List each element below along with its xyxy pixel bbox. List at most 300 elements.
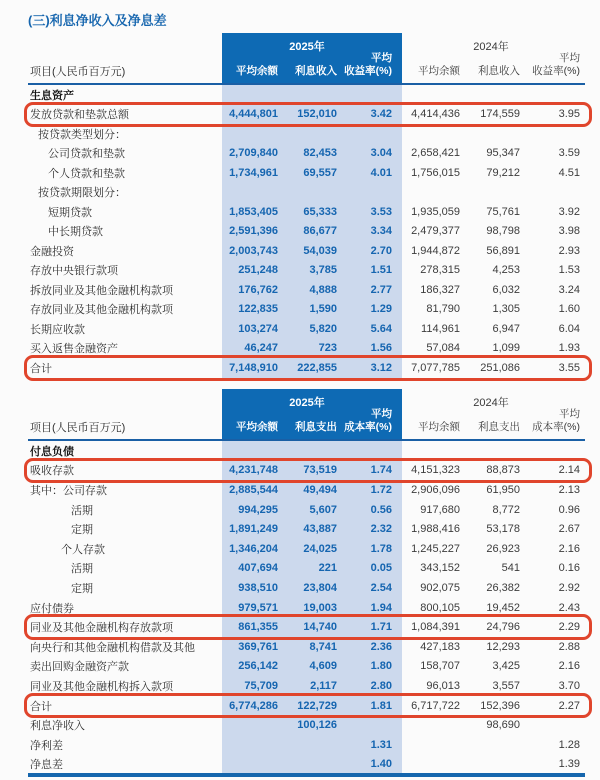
row-label: 卖出回购金融资产款 [30,661,129,674]
table-row [28,519,585,539]
row-2025-band [222,539,402,559]
row-2024-group [402,144,585,164]
table-row [28,735,585,755]
cell-2025-amount: 3,785 [309,264,337,277]
table2-body [28,441,585,774]
row-2024-group [402,559,585,579]
cell-2024-balance: 1,944,872 [411,244,460,257]
col-header-2025-balance: 平均余额 [236,65,278,78]
row-label: 净息差 [30,759,63,772]
row-label: 活期 [71,563,93,576]
cell-2025-amount: 19,003 [303,601,337,614]
row-2025-band [222,500,402,520]
table-row [28,280,585,300]
col-header-2025-income: 利息收入 [295,65,337,78]
row-label: 同业及其他金融机构拆入款项 [30,680,173,693]
cell-2025-rate: 1.56 [370,342,392,355]
row-2024-group [402,85,585,105]
row-2025-band [222,183,402,203]
cell-2024-amount: 26,382 [486,581,520,594]
cell-2024-rate: 3.70 [558,679,580,692]
cell-2025-rate: 4.01 [370,166,392,179]
cell-2025-amount: 100,126 [297,719,337,732]
table-row [28,617,585,637]
cell-2024-balance: 2,906,096 [411,483,460,496]
cell-2024-balance: 1,245,227 [411,542,460,555]
row-label: 合计 [30,700,52,713]
cell-2024-balance: 2,658,421 [411,147,460,160]
row-2025-band [222,441,402,461]
cell-2024-rate: 2.16 [558,542,580,555]
cell-2025-rate: 2.36 [370,640,392,653]
cell-2024-amount: 3,425 [492,660,520,673]
cell-2024-amount: 1,305 [492,303,520,316]
table-row [28,755,585,775]
cell-2024-rate: 2.92 [558,581,580,594]
row-2025-band [222,300,402,320]
cell-2024-amount: 4,253 [492,264,520,277]
cell-2025-rate: 1.78 [370,542,392,555]
table-row [28,441,585,461]
table1-body [28,85,585,378]
page-title: (三)利息净收入及净息差 [28,13,167,28]
col-header-2025-balance: 平均余额 [236,421,278,434]
cell-2025-balance: 6,774,286 [229,699,278,712]
row-2024-group [402,696,585,716]
table-row [28,183,585,203]
cell-2024-rate: 1.39 [558,758,580,771]
row-2025-band [222,480,402,500]
row-2025-band [222,105,402,125]
cell-2024-balance: 186,327 [420,283,460,296]
cell-2024-rate: 0.16 [558,562,580,575]
cell-2024-rate: 2.13 [558,483,580,496]
row-2025-band [222,261,402,281]
cell-2025-balance: 938,510 [238,581,278,594]
table-row [28,163,585,183]
cell-2025-balance: 7,148,910 [229,361,278,374]
row-label: 个人贷款和垫款 [48,167,125,180]
cell-2025-amount: 8,741 [309,640,337,653]
row-2024-group [402,735,585,755]
row-label: 长期应收款 [30,323,85,336]
row-label: 生息资产 [30,89,74,102]
cell-2024-balance: 2,479,377 [411,225,460,238]
cell-2024-balance: 114,961 [421,322,460,335]
cell-2025-balance: 2,003,743 [229,244,278,257]
table-row [28,637,585,657]
row-2024-group [402,319,585,339]
items-column-header: 项目(人民币百万元) [30,66,126,78]
row-label: 向央行和其他金融机构借款及其他 [30,641,195,654]
cell-2024-balance: 7,077,785 [411,361,460,374]
row-label: 利息净收入 [30,720,85,733]
cell-2025-rate: 2.70 [370,244,392,257]
cell-2024-balance: 800,105 [420,601,460,614]
row-2024-group [402,261,585,281]
table-row [28,222,585,242]
cell-2024-balance: 917,680 [420,503,460,516]
row-2024-group [402,657,585,677]
row-2025-band [222,676,402,696]
table-row [28,500,585,520]
cell-2024-rate: 2.43 [558,601,580,614]
table-row [28,578,585,598]
cell-2025-amount: 86,677 [303,225,337,238]
cell-2025-balance: 103,274 [238,322,278,335]
table-row [28,85,585,105]
year-2025-header-block [222,33,402,83]
cell-2025-amount: 4,888 [309,283,337,296]
cell-2024-amount: 98,690 [486,719,520,732]
cell-2024-rate: 1.93 [558,342,580,355]
items-column-header: 项目(人民币百万元) [30,422,126,434]
table-row [28,202,585,222]
row-2025-band [222,222,402,242]
cell-2025-rate: 1.31 [370,738,392,751]
cell-2025-amount: 49,494 [303,483,337,496]
row-label: 存放中央银行款项 [30,265,118,278]
cell-2025-rate: 3.34 [370,225,392,238]
row-2024-group [402,617,585,637]
row-2024-group [402,358,585,378]
cell-2024-balance: 902,075 [420,581,460,594]
row-2024-group [402,163,585,183]
cell-2024-amount: 79,212 [486,166,520,179]
cell-2024-balance: 1,935,059 [411,205,460,218]
cell-2025-balance: 122,835 [238,303,278,316]
cell-2025-rate: 0.05 [370,562,392,575]
row-2025-band [222,657,402,677]
row-2025-band [222,358,402,378]
cell-2025-balance: 1,853,405 [229,205,278,218]
cell-2025-balance: 4,444,801 [229,108,278,121]
cell-2024-rate: 6.04 [558,322,580,335]
row-label: 定期 [71,582,93,595]
row-2025-band [222,280,402,300]
row-label: 个人存款 [61,543,105,556]
col-header-2024-balance: 平均余额 [418,65,460,78]
row-2025-band [222,339,402,359]
table-row [28,657,585,677]
cell-2024-balance: 6,717,722 [411,699,460,712]
cell-2024-balance: 1,988,416 [411,523,460,536]
row-2025-band [222,519,402,539]
cell-2025-amount: 82,453 [303,147,337,160]
row-label: 拆放同业及其他金融机构款项 [30,284,173,297]
row-2024-group [402,241,585,261]
cell-2024-rate: 1.53 [558,264,580,277]
cell-2024-amount: 98,798 [486,225,520,238]
cell-2025-rate: 3.42 [370,108,392,121]
cell-2024-rate: 2.29 [558,621,580,634]
cell-2025-rate: 0.56 [370,503,392,516]
cell-2024-balance: 343,152 [420,562,460,575]
cell-2025-rate: 1.74 [370,464,392,477]
row-label: 定期 [71,524,93,537]
cell-2025-rate: 1.29 [370,303,392,316]
row-2024-group [402,637,585,657]
row-label: 活期 [71,504,93,517]
cell-2024-rate: 3.98 [558,225,580,238]
row-2024-group [402,202,585,222]
year-2025-label: 2025年 [289,41,325,53]
table-row [28,559,585,579]
cell-2024-amount: 6,032 [492,283,520,296]
cell-2024-balance: 278,315 [420,264,460,277]
cell-2024-amount: 541 [501,562,520,575]
cell-2025-amount: 23,804 [303,581,337,594]
row-2024-group [402,578,585,598]
col-header-2024-income: 利息收入 [478,65,520,78]
cell-2025-balance: 861,355 [238,621,278,634]
table-row [28,300,585,320]
cell-2024-amount: 95,347 [486,147,520,160]
col-header-2025-rate: 平均 成本率(%) [344,407,392,434]
row-2025-band [222,559,402,579]
cell-2024-amount: 88,873 [486,464,520,477]
table-row [28,696,585,716]
row-label: 应付债券 [30,602,74,615]
col-header-2025-rate: 平均 收益率(%) [344,51,392,78]
cell-2024-rate: 2.27 [558,699,580,712]
table-row [28,480,585,500]
cell-2024-rate: 2.16 [558,660,580,673]
row-label: 同业及其他金融机构存放款项 [30,622,173,635]
row-2024-group [402,755,585,775]
row-2024-group [402,480,585,500]
cell-2025-rate: 1.51 [370,264,392,277]
cell-2024-rate: 3.95 [558,108,580,121]
cell-2024-balance: 4,151,323 [411,464,460,477]
row-2024-group [402,124,585,144]
cell-2024-rate: 2.88 [558,640,580,653]
row-2025-band [222,735,402,755]
bottom-rule [28,773,585,777]
row-2024-group [402,461,585,481]
cell-2025-balance: 1,734,961 [229,166,278,179]
cell-2025-balance: 2,591,396 [229,225,278,238]
cell-2025-balance: 994,295 [238,503,278,516]
row-label: 其中：公司存款 [30,484,107,497]
table-row [28,241,585,261]
cell-2024-rate: 0.96 [558,503,580,516]
row-label: 金融投资 [30,245,74,258]
table-row [28,105,585,125]
row-2024-group [402,676,585,696]
table2-header [28,389,585,441]
cell-2024-balance: 81,790 [426,303,460,316]
table-row [28,676,585,696]
cell-2025-balance: 75,709 [244,679,278,692]
row-label: 合计 [30,362,52,375]
cell-2025-amount: 122,729 [297,699,337,712]
col-header-2024-rate: 平均 成本率(%) [532,407,580,434]
col-header-2024-balance: 平均余额 [418,421,460,434]
col-header-2024-expense: 利息支出 [478,421,520,434]
year-2024-label: 2024年 [473,397,509,409]
row-2025-band [222,578,402,598]
cell-2025-amount: 54,039 [303,244,337,257]
cell-2025-amount: 2,117 [310,679,337,692]
cell-2025-amount: 4,609 [309,660,337,673]
cell-2024-amount: 174,559 [480,108,520,121]
table-row [28,339,585,359]
table-row [28,124,585,144]
cell-2024-rate: 2.93 [558,244,580,257]
row-2025-band [222,202,402,222]
cell-2025-amount: 723 [318,342,337,355]
row-2024-group [402,339,585,359]
row-2024-group [402,222,585,242]
row-2024-group [402,105,585,125]
cell-2024-amount: 24,796 [486,621,520,634]
cell-2025-balance: 369,761 [238,640,278,653]
cell-2025-amount: 14,740 [303,621,337,634]
cell-2024-amount: 152,396 [480,699,520,712]
table1-header [28,33,585,85]
year-2025-label: 2025年 [289,397,325,409]
cell-2025-balance: 1,346,204 [229,542,278,555]
row-2024-group [402,539,585,559]
row-2025-band [222,241,402,261]
cell-2025-amount: 69,557 [303,166,337,179]
table-row [28,319,585,339]
table-row [28,715,585,735]
cell-2024-rate: 2.14 [558,464,580,477]
cell-2025-rate: 1.71 [370,621,392,634]
col-header-2025-expense: 利息支出 [295,421,337,434]
year-2024-label: 2024年 [473,41,509,53]
row-label: 买入返售金融资产 [30,343,118,356]
cell-2025-amount: 24,025 [303,542,337,555]
cell-2024-rate: 1.60 [558,303,580,316]
cell-2025-rate: 3.12 [370,361,392,374]
cell-2024-rate: 2.67 [558,523,580,536]
row-2025-band [222,163,402,183]
cell-2025-balance: 46,247 [244,342,278,355]
cell-2024-rate: 3.55 [558,361,580,374]
cell-2025-rate: 1.94 [370,601,392,614]
cell-2024-balance: 158,707 [420,660,460,673]
row-2025-band [222,696,402,716]
table-row [28,598,585,618]
cell-2025-rate: 1.72 [370,483,392,496]
row-2024-group [402,598,585,618]
cell-2025-amount: 5,820 [309,322,337,335]
cell-2024-amount: 1,099 [492,342,520,355]
cell-2025-balance: 1,891,249 [229,523,278,536]
cell-2025-balance: 407,694 [238,562,278,575]
table-row [28,461,585,481]
cell-2025-rate: 5.64 [370,322,392,335]
cell-2024-rate: 4.51 [558,166,580,179]
table-row [28,144,585,164]
cell-2024-amount: 12,293 [486,640,520,653]
cell-2025-rate: 3.53 [370,205,392,218]
cell-2024-amount: 6,947 [492,322,520,335]
cell-2024-rate: 1.28 [558,738,580,751]
cell-2025-balance: 2,885,544 [229,483,278,496]
row-2025-band [222,715,402,735]
cell-2025-balance: 256,142 [238,660,278,673]
cell-2025-balance: 979,571 [238,601,278,614]
year-2025-header-block [222,389,402,439]
cell-2025-amount: 73,519 [303,464,337,477]
cell-2024-balance: 427,183 [420,640,460,653]
cell-2025-amount: 43,887 [303,523,337,536]
table-row [28,261,585,281]
cell-2025-balance: 251,248 [238,264,278,277]
row-2025-band [222,598,402,618]
cell-2024-amount: 8,772 [492,503,520,516]
cell-2024-rate: 3.59 [558,147,580,160]
cell-2024-balance: 4,414,436 [411,108,460,121]
row-label: 存放同业及其他金融机构款项 [30,304,173,317]
cell-2024-amount: 56,891 [486,244,520,257]
cell-2025-rate: 3.04 [370,147,392,160]
cell-2025-rate: 1.80 [370,660,392,673]
cell-2025-rate: 1.81 [370,699,392,712]
cell-2024-amount: 53,178 [486,523,520,536]
row-label: 吸收存款 [30,465,74,478]
row-2024-group [402,183,585,203]
cell-2025-amount: 222,855 [297,361,337,374]
row-label: 按贷款类型划分： [38,128,126,141]
cell-2024-amount: 61,950 [486,483,520,496]
cell-2025-amount: 5,607 [309,503,337,516]
cell-2025-amount: 221 [318,562,337,575]
row-2025-band [222,461,402,481]
cell-2025-balance: 2,709,840 [229,147,278,160]
cell-2024-amount: 251,086 [480,361,520,374]
row-2024-group [402,500,585,520]
col-header-2024-rate: 平均 收益率(%) [532,51,580,78]
cell-2024-rate: 3.92 [558,205,580,218]
row-2025-band [222,85,402,105]
row-label: 净利差 [30,739,63,752]
cell-2025-amount: 1,590 [309,303,337,316]
row-2024-group [402,519,585,539]
row-2024-group [402,280,585,300]
cell-2025-amount: 152,010 [297,108,337,121]
cell-2024-amount: 3,557 [492,679,520,692]
row-2025-band [222,637,402,657]
cell-2024-amount: 75,761 [486,205,520,218]
row-label: 公司贷款和垫款 [48,148,125,161]
cell-2024-balance: 96,013 [426,679,460,692]
cell-2025-balance: 4,231,748 [229,464,278,477]
row-label: 中长期贷款 [48,226,103,239]
row-2025-band [222,617,402,637]
row-2025-band [222,755,402,775]
cell-2025-balance: 176,762 [238,283,278,296]
cell-2025-rate: 2.80 [370,679,392,692]
cell-2024-balance: 1,756,015 [411,166,460,179]
year-2024-header-block [402,33,585,83]
row-2024-group [402,441,585,461]
row-2024-group [402,715,585,735]
cell-2024-amount: 26,923 [486,542,520,555]
row-2024-group [402,300,585,320]
cell-2024-balance: 57,084 [426,342,460,355]
table-row [28,539,585,559]
row-label: 发放贷款和垫款总额 [30,109,129,122]
cell-2025-amount: 65,333 [303,205,337,218]
cell-2024-rate: 3.24 [558,283,580,296]
cell-2025-rate: 1.40 [370,758,392,771]
row-label: 短期贷款 [48,206,92,219]
